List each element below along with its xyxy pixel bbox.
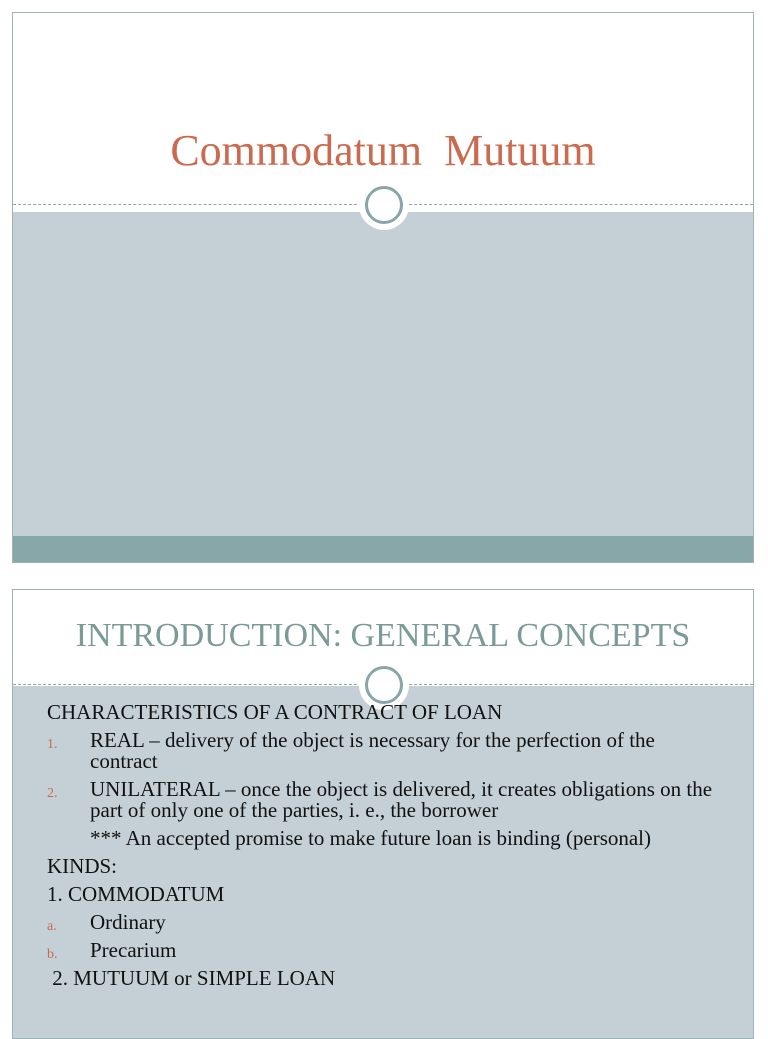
list-item-text: REAL – delivery of the object is necessary for the perfection of the contract: [90, 728, 655, 773]
characteristics-heading: CHARACTERISTICS OF A CONTRACT OF LOAN: [47, 700, 503, 724]
slide-1-bottom-band: [13, 536, 753, 562]
slide-2: [12, 589, 754, 1039]
list-marker: b.: [47, 947, 58, 962]
slide-2-content: [47, 702, 727, 989]
slide-1: [12, 12, 754, 563]
list-item-precarium: [47, 940, 727, 961]
ring-inner: [365, 186, 403, 224]
slide-2-title: INTRODUCTION: GENERAL CONCEPTS: [75, 617, 691, 654]
ring-ornament-icon: [359, 180, 409, 230]
list-item-real: [47, 730, 727, 772]
list-marker: 1.: [47, 737, 58, 752]
slide-1-title: Commodatum Mutuum: [170, 126, 596, 175]
kinds-label: KINDS:: [47, 854, 118, 878]
list-item-unilateral: [47, 779, 727, 821]
list-marker: a.: [47, 919, 57, 934]
list-marker: 2.: [47, 786, 58, 801]
kind-mutuum: 2. MUTUUM or SIMPLE LOAN: [47, 966, 336, 990]
promise-note: *** An accepted promise to make future loan is binding (personal): [90, 826, 652, 850]
ring-inner: [365, 666, 403, 704]
list-item-text: Ordinary: [90, 910, 166, 934]
kind-commodatum: 1. COMMODATUM: [47, 882, 225, 906]
list-item-text: UNILATERAL – once the object is delivered, it creates obligations on the part of only one of the parties, i. e., the borrower: [90, 777, 713, 822]
list-item-ordinary: [47, 912, 727, 933]
list-item-text: Precarium: [90, 938, 177, 962]
